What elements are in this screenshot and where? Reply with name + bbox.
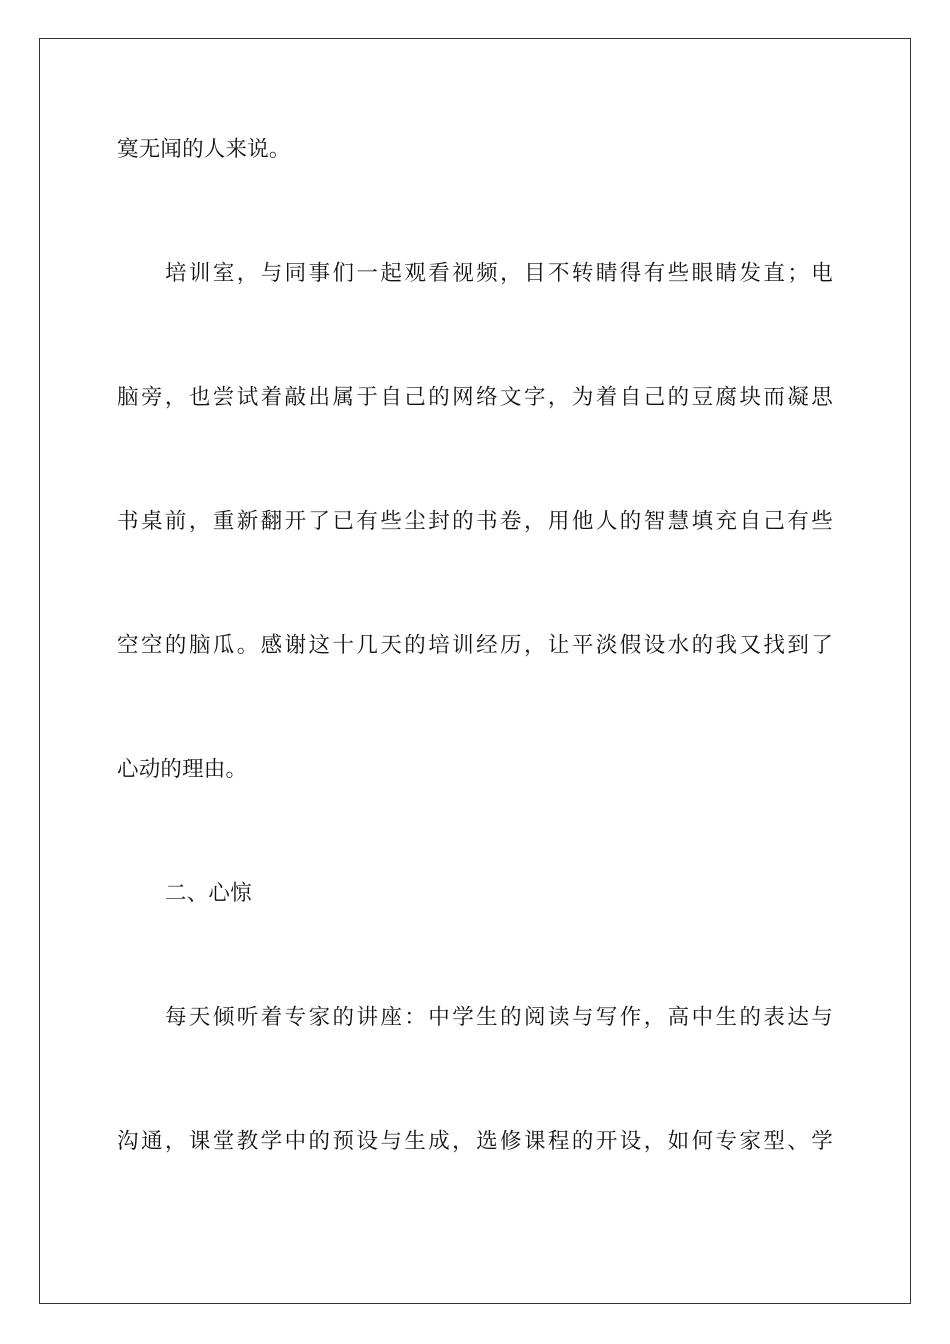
text-line-3: 脑旁，也尝试着敲出属于自己的网络文字，为着自己的豆腐块而凝思 xyxy=(117,385,833,410)
text-line-8: 每天倾听着专家的讲座：中学生的阅读与写作，高中生的表达与 xyxy=(165,1005,833,1030)
page-border xyxy=(39,38,911,1304)
text-line-1: 寞无闻的人来说。 xyxy=(117,137,291,162)
text-line-6: 心动的理由。 xyxy=(117,757,248,782)
text-line-9: 沟通，课堂教学中的预设与生成，选修课程的开设，如何专家型、学 xyxy=(117,1129,833,1154)
text-line-4: 书桌前，重新翻开了已有些尘封的书卷，用他人的智慧填充自己有些 xyxy=(117,509,833,534)
section-heading: 二、心惊 xyxy=(165,881,252,906)
text-line-5: 空空的脑瓜。感谢这十几天的培训经历，让平淡假设水的我又找到了 xyxy=(117,633,833,658)
text-line-2: 培训室，与同事们一起观看视频，目不转睛得有些眼睛发直；电 xyxy=(165,261,833,286)
